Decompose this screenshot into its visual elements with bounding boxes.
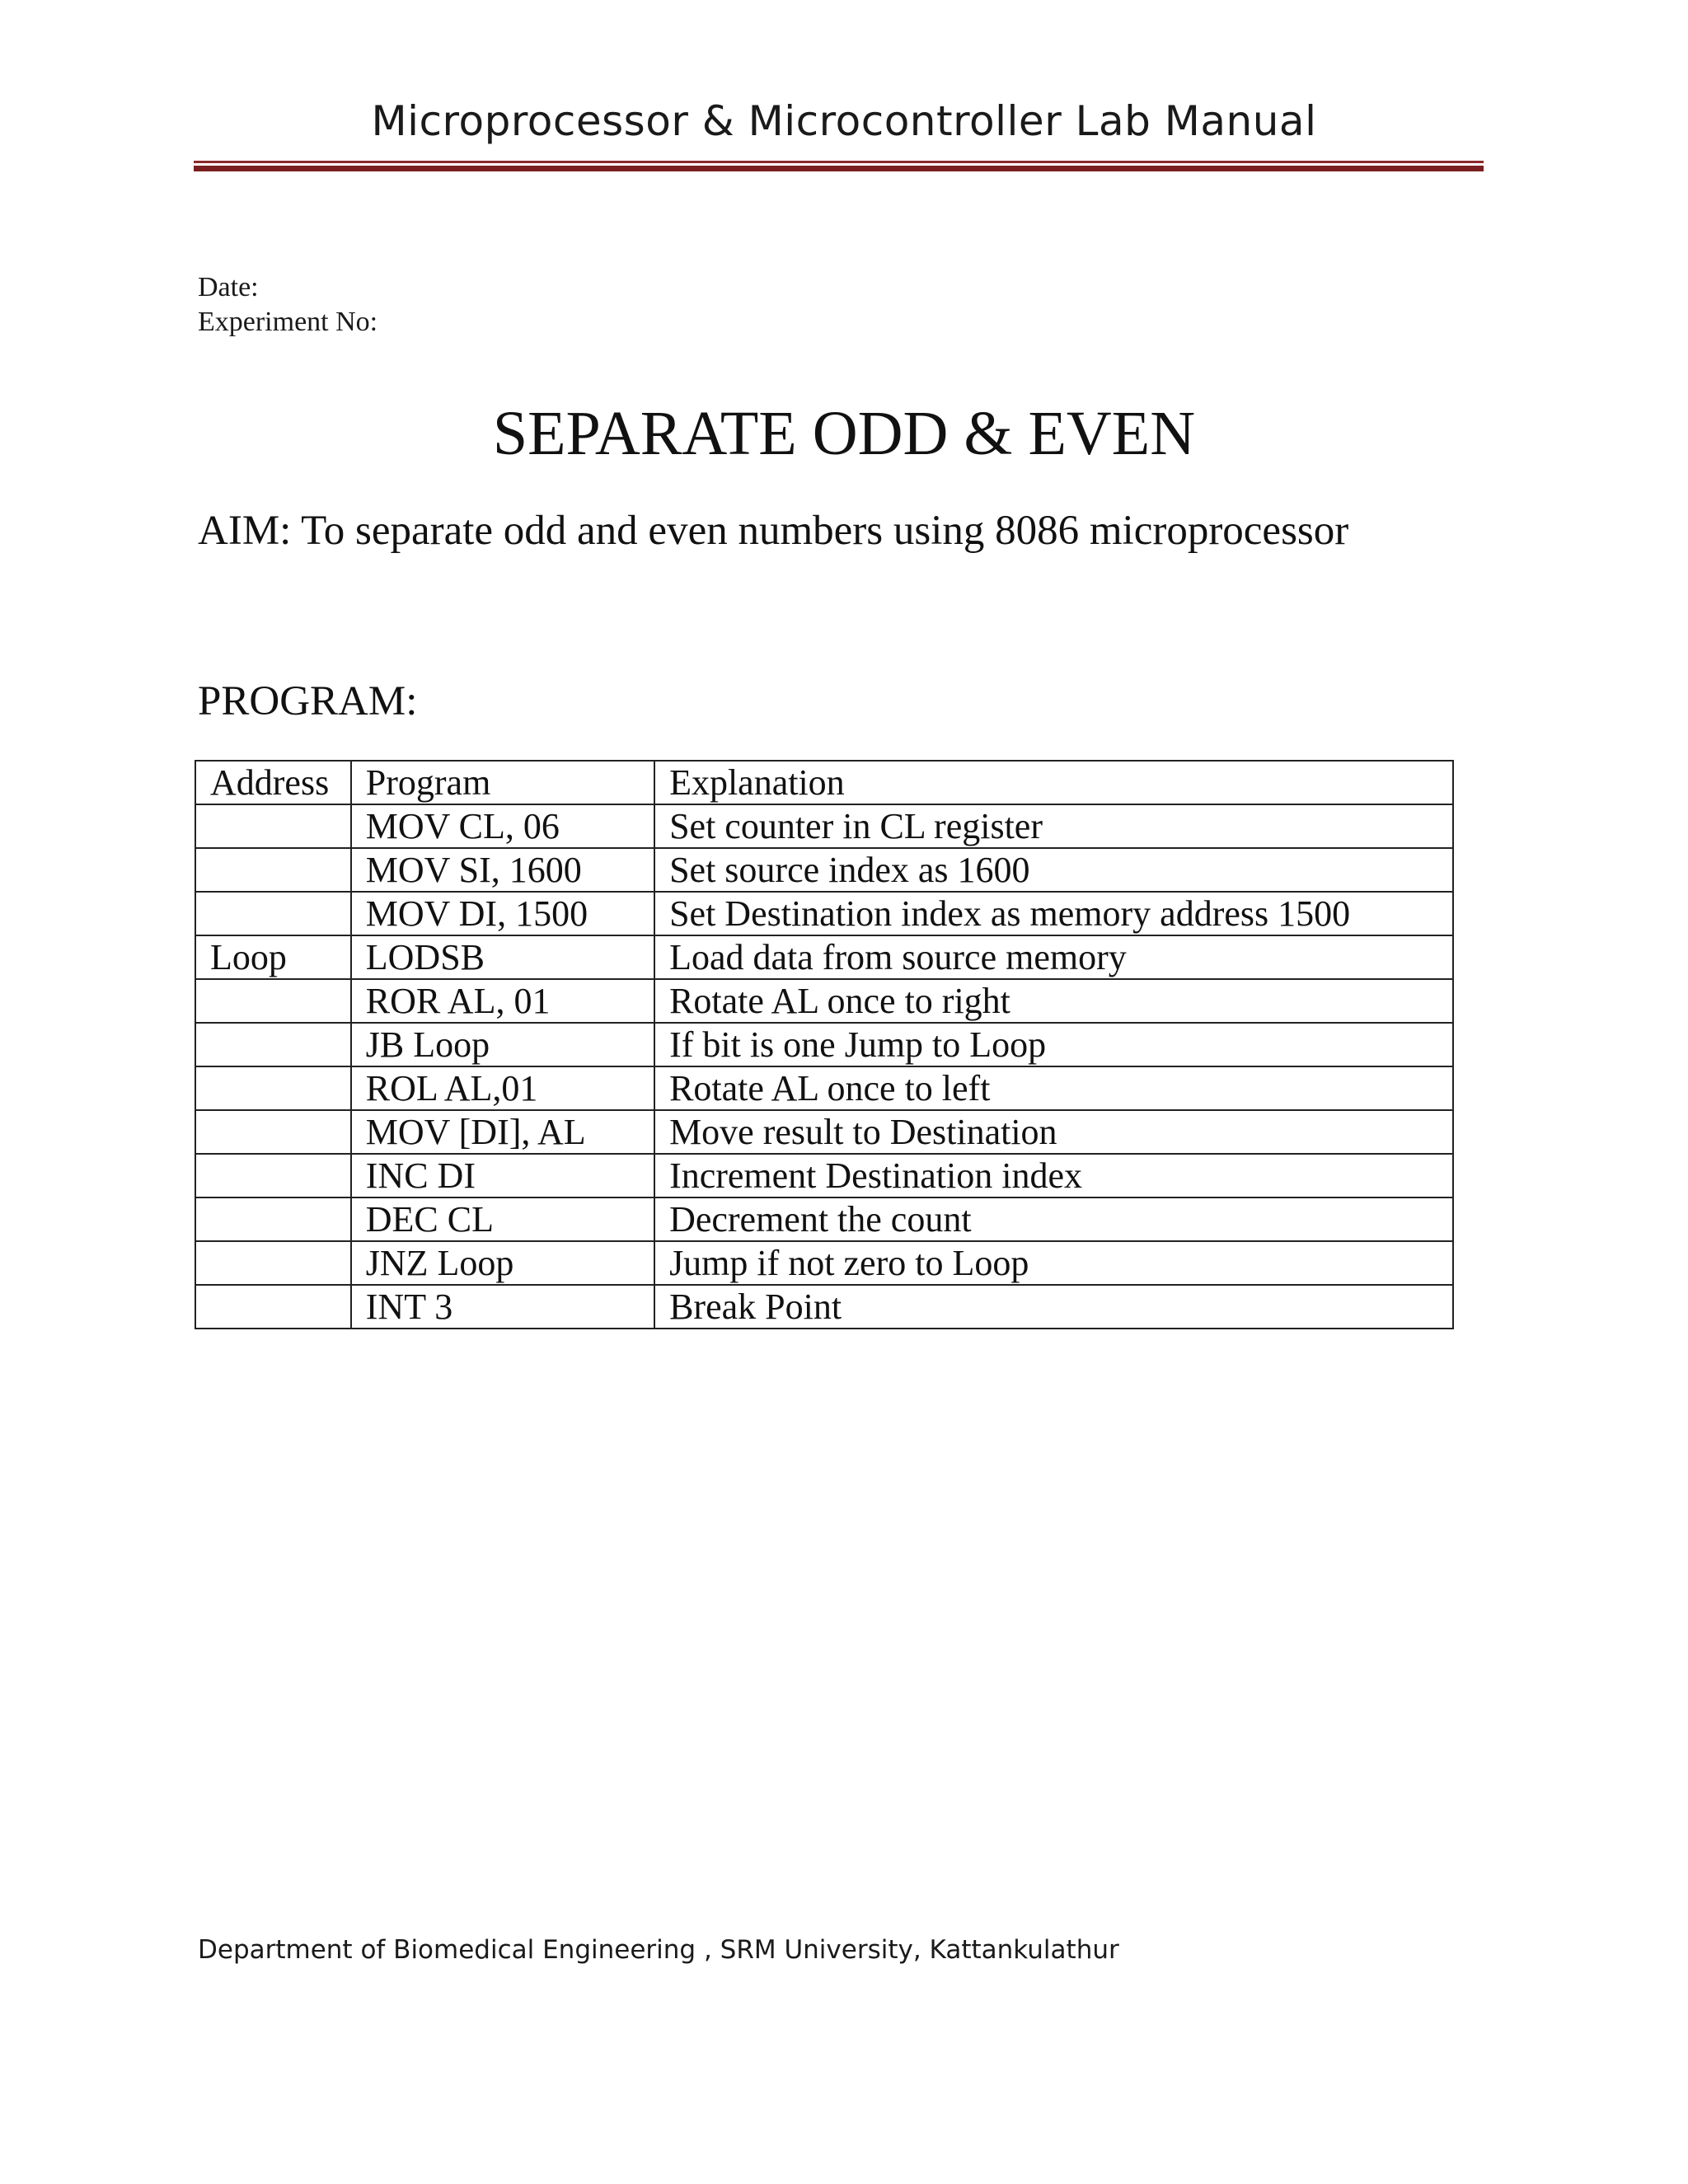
address-cell xyxy=(195,804,351,848)
experiment-label: Experiment No: xyxy=(198,307,378,337)
explanation-cell: Move result to Destination xyxy=(654,1110,1453,1154)
table-row xyxy=(195,979,1453,1023)
table-row xyxy=(195,892,1453,935)
table-row xyxy=(195,1285,1453,1329)
header-title: Microprocessor & Microcontroller Lab Manual xyxy=(371,97,1317,145)
aim-text: AIM: To separate odd and even numbers using 8086 microprocessor xyxy=(198,508,1349,554)
program-cell: MOV [DI], AL xyxy=(351,1110,654,1154)
table-row xyxy=(195,1110,1453,1154)
header-rule-thick xyxy=(194,166,1484,171)
explanation-cell: Rotate AL once to left xyxy=(654,1066,1453,1110)
address-cell xyxy=(195,1110,351,1154)
explanation-cell: Set source index as 1600 xyxy=(654,848,1453,892)
address-cell xyxy=(195,1285,351,1329)
program-cell: JB Loop xyxy=(351,1023,654,1066)
program-cell: ROL AL,01 xyxy=(351,1066,654,1110)
program-cell: INC DI xyxy=(351,1154,654,1197)
explanation-cell: Decrement the count xyxy=(654,1197,1453,1241)
explanation-cell: Jump if not zero to Loop xyxy=(654,1241,1453,1285)
address-cell xyxy=(195,1154,351,1197)
program-heading: PROGRAM: xyxy=(198,678,418,724)
address-cell: Loop xyxy=(195,935,351,979)
header-rule xyxy=(194,161,1484,172)
explanation-cell: Set counter in CL register xyxy=(654,804,1453,848)
address-cell xyxy=(195,1197,351,1241)
explanation-cell: Load data from source memory xyxy=(654,935,1453,979)
explanation-cell: Increment Destination index xyxy=(654,1154,1453,1197)
footer-text: Department of Biomedical Engineering , SRM University, Kattankulathur xyxy=(198,1935,1119,1965)
table-row xyxy=(195,1023,1453,1066)
table-row xyxy=(195,848,1453,892)
table-row xyxy=(195,935,1453,979)
program-cell: ROR AL, 01 xyxy=(351,979,654,1023)
explanation-cell: Rotate AL once to right xyxy=(654,979,1453,1023)
address-cell xyxy=(195,1066,351,1110)
program-cell: MOV DI, 1500 xyxy=(351,892,654,935)
program-table xyxy=(195,760,1454,1329)
program-cell: LODSB xyxy=(351,935,654,979)
explanation-cell: Break Point xyxy=(654,1285,1453,1329)
table-row xyxy=(195,1197,1453,1241)
table-row xyxy=(195,1241,1453,1285)
header-cell-address: Address xyxy=(195,761,351,804)
address-cell xyxy=(195,1023,351,1066)
program-cell: MOV SI, 1600 xyxy=(351,848,654,892)
table-row xyxy=(195,1154,1453,1197)
program-cell: JNZ Loop xyxy=(351,1241,654,1285)
explanation-cell: If bit is one Jump to Loop xyxy=(654,1023,1453,1066)
program-cell: MOV CL, 06 xyxy=(351,804,654,848)
table-header-row xyxy=(195,761,1453,804)
table-row xyxy=(195,804,1453,848)
program-cell: INT 3 xyxy=(351,1285,654,1329)
address-cell xyxy=(195,979,351,1023)
header-cell-program: Program xyxy=(351,761,654,804)
address-cell xyxy=(195,892,351,935)
address-cell xyxy=(195,1241,351,1285)
table-row xyxy=(195,1066,1453,1110)
header-rule-thin xyxy=(194,161,1484,163)
header-cell-explanation: Explanation xyxy=(654,761,1453,804)
page-title: SEPARATE ODD & EVEN xyxy=(492,399,1196,468)
address-cell xyxy=(195,848,351,892)
explanation-cell: Set Destination index as memory address 1500 xyxy=(654,892,1453,935)
date-label: Date: xyxy=(198,272,259,302)
program-cell: DEC CL xyxy=(351,1197,654,1241)
